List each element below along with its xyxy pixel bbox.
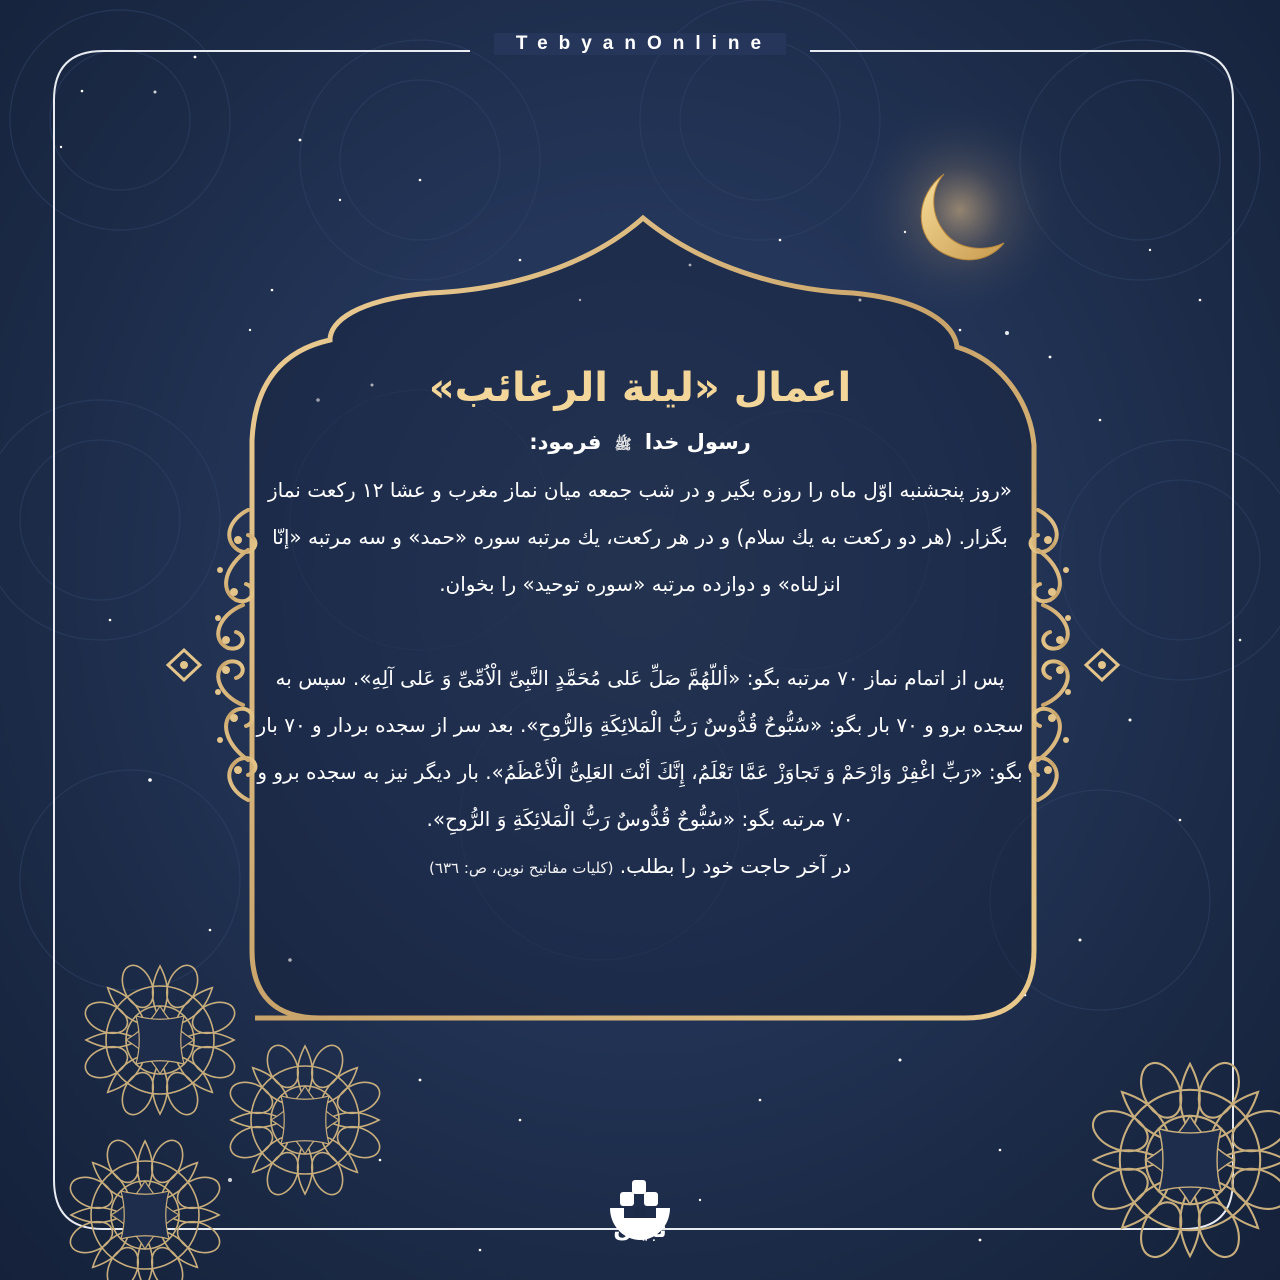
honorific-glyph: ﷺ <box>614 437 632 453</box>
brand-header <box>0 33 1280 55</box>
subtitle-prefix: رسول خدا <box>644 430 751 454</box>
card-content <box>255 360 1025 892</box>
logo-text: تبیان <box>613 1218 667 1243</box>
paragraph-2 <box>255 655 1025 892</box>
paragraph-2-text: پس از اتمام نماز ۷۰ مرتبه بگو: «أللّهُمَّ صَلِّ عَلی مُحَمَّدٍ النَّبِیِّ الْاُمِّیِّ وَ عَلی آلِهِ». سپس به سجده برو و ۷۰ بار بگو: «سُبُّوحٌ قُدُّوسٌ رَبُّ الْمَلائِكَةِ وَالرُّوحِ». بعد سر از سجده بردار و ۷۰ بار بگو: «رَبِّ اغْفِرْ وَارْحَمْ وَ تَجاوَزْ عَمَّا تَعْلَمُ، إِنَّكَ أنْتَ العَلِیُّ الْأعْظَمُ». بار دیگر نیز به سجده برو و ۷۰ مرتبه بگو: «سُبُّوحٌ قُدُّوسٌ رَبُّ الْمَلائِكَةِ وَ الرُّوحِ». <box>256 666 1024 831</box>
tebyan-logo-icon <box>604 1158 676 1268</box>
card-subtitle <box>255 426 1025 461</box>
closing-text: در آخر حاجت خود را بطلب. <box>619 854 851 878</box>
source-citation: (کلیات مفاتیح نوین، ص: ٦٣٦) <box>429 859 614 877</box>
brand-top-label: TebyanOnline <box>494 33 786 55</box>
paragraph-1: «روز پنجشنبه اوّل ماه را روزه بگیر و در شب جمعه میان نماز مغرب و عشا ۱۲ رکعت نماز بگزار. (هر دو رکعت به یك سلام) و در هر رکعت، یك مرتبه سوره «حمد» و سه مرتبه «إنّا انزلناه» و دوازده مرتبه «سوره توحید» را بخوان. <box>267 478 1013 596</box>
subtitle-suffix: فرمود: <box>529 430 602 454</box>
card-title: اعمال «ليلة الرغائب» <box>428 365 852 411</box>
